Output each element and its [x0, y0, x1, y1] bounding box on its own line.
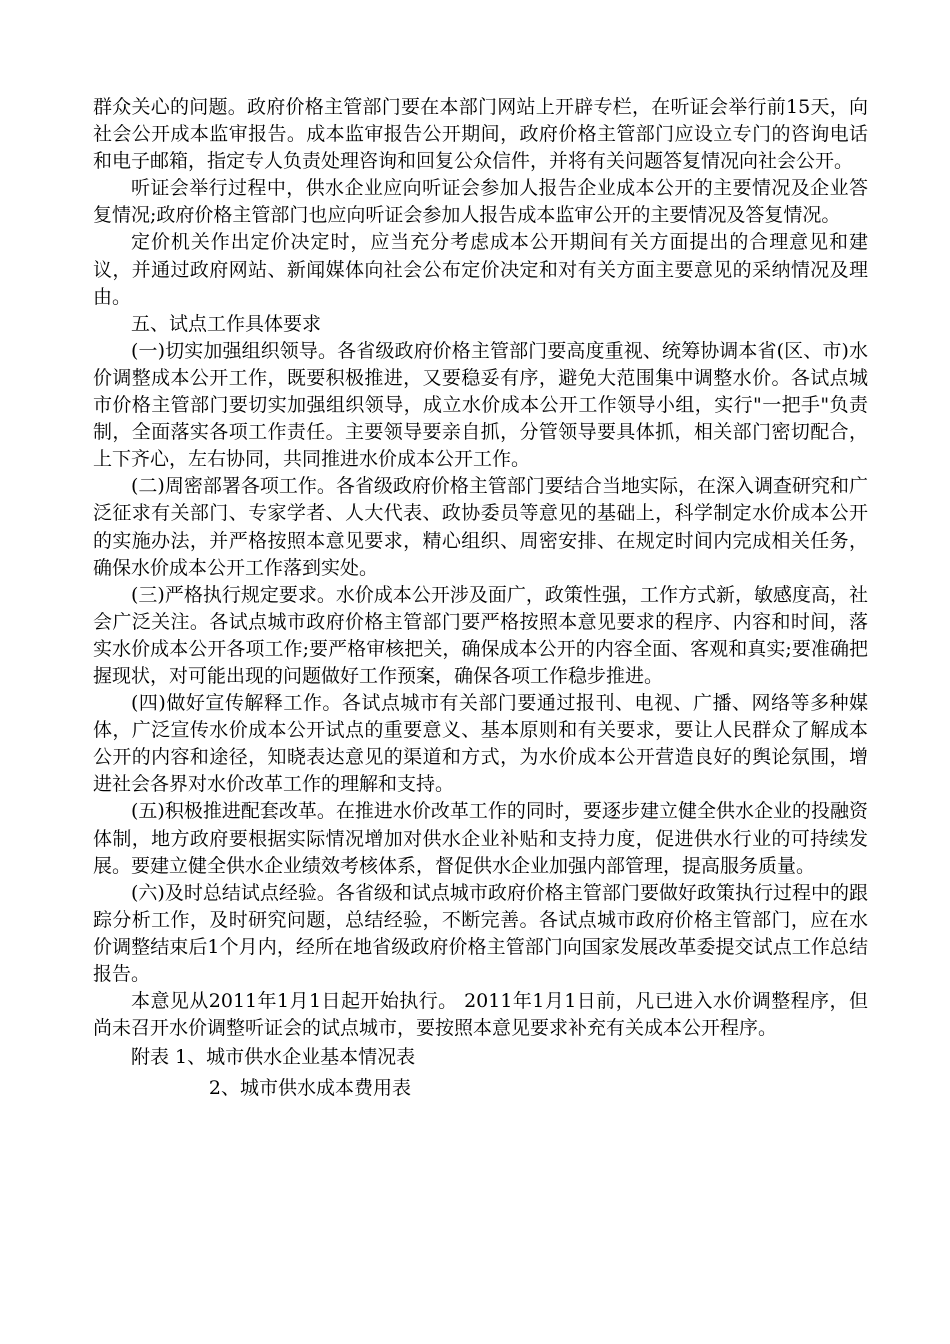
paragraph-item-3: (三)严格执行规定要求。水价成本公开涉及面广，政策性强，工作方式新，敏感度高，社会广泛关注。各试点城市政府价格主管部门要严格按照本意见要求的程序、内容和时间，落实水价成本公开各项工作;要严格审核把关，确保成本公开的内容全面、客观和真实;要准确把握现状，对可能出现的问题做好工作预案，确保各项工作稳步推进。 — [93, 583, 868, 687]
paragraph-item-2: (二)周密部署各项工作。各省级政府价格主管部门要结合当地实际，在深入调查研究和广泛征求有关部门、专家学者、人大代表、政协委员等意见的基础上，科学制定水价成本公开的实施办法，并严格按照本意见要求，精心组织、周密安排、在规定时间内完成相关任务，确保水价成本公开工作落到实处。 — [93, 475, 868, 579]
appendix-line-1: 附表 1、城市供水企业基本情况表 — [131, 1046, 416, 1069]
paragraph-item-6: (六)及时总结试点经验。各省级和试点城市政府价格主管部门要做好政策执行过程中的跟踪分析工作，及时研究问题，总结经验，不断完善。各试点城市政府价格主管部门，应在水价调整结束后1个月内，经所在地省级政府价格主管部门向国家发展改革委提交试点工作总结报告。 — [93, 881, 868, 985]
paragraph-hearing-process: 听证会举行过程中，供水企业应向听证会参加人报告企业成本公开的主要情况及企业答复情况;政府价格主管部门也应向听证会参加人报告成本监审公开的主要情况及答复情况。 — [93, 177, 868, 227]
section-heading-requirements: 五、试点工作具体要求 — [131, 312, 322, 335]
appendix-line-2: 2、城市供水成本费用表 — [208, 1077, 411, 1100]
paragraph-effective-date: 本意见从2011年1月1日起开始执行。 2011年1月1日前，凡已进入水价调整程序，但尚未召开水价调整听证会的试点城市，要按照本意见要求补充有关成本公开程序。 — [93, 990, 868, 1040]
paragraph-item-1: (一)切实加强组织领导。各省级政府价格主管部门要高度重视、统筹协调本省(区、市)水价调整成本公开工作，既要积极推进，又要稳妥有序，避免大范围集中调整水价。各试点城市价格主管部门要切实加强组织领导，成立水价成本公开工作领导小组，实行"一把手"负责制，全面落实各项工作责任。主要领导要亲自抓，分管领导要具体抓，相关部门密切配合，上下齐心，左右协同，共同推进水价成本公开工作。 — [93, 339, 868, 471]
document-body — [93, 94, 868, 1104]
paragraph-hearing-disclosure: 群众关心的问题。政府价格主管部门要在本部门网站上开辟专栏，在听证会举行前15天，向社会公开成本监审报告。成本监审报告公开期间，政府价格主管部门应设立专门的咨询电话和电子邮箱，指定专人负责处理咨询和回复公众信件，并将有关问题答复情况向社会公开。 — [93, 96, 868, 173]
paragraph-item-5: (五)积极推进配套改革。在推进水价改革工作的同时，要逐步建立健全供水企业的投融资体制，地方政府要根据实际情况增加对供水企业补贴和支持力度，促进供水行业的可持续发展。要建立健全供水企业绩效考核体系，督促供水企业加强内部管理，提高服务质量。 — [93, 800, 868, 877]
paragraph-item-4: (四)做好宣传解释工作。各试点城市有关部门要通过报刊、电视、广播、网络等多种媒体，广泛宣传水价成本公开试点的重要意义、基本原则和有关要求，要让人民群众了解成本公开的内容和途径，知晓表达意见的渠道和方式，为水价成本公开营造良好的舆论氛围，增进社会各界对水价改革工作的理解和支持。 — [93, 692, 868, 796]
paragraph-pricing-decision: 定价机关作出定价决定时，应当充分考虑成本公开期间有关方面提出的合理意见和建议，并通过政府网站、新闻媒体向社会公布定价决定和对有关方面主要意见的采纳情况及理由。 — [93, 231, 868, 308]
